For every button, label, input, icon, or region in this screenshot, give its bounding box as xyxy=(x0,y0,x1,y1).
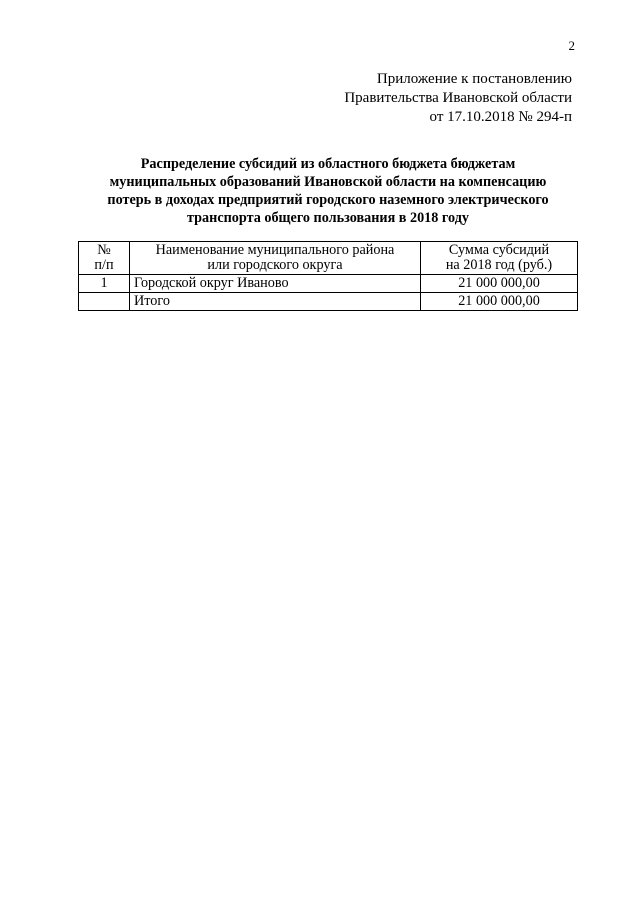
appendix-note xyxy=(344,70,572,127)
title-line: муниципальных образований Ивановской области на компенсацию xyxy=(109,174,547,190)
header-text: Сумма субсидий xyxy=(448,242,550,258)
subsidy-table xyxy=(78,241,578,311)
row-name: Итого xyxy=(130,293,421,311)
row-sum: 21 000 000,00 xyxy=(421,293,578,311)
header-number xyxy=(79,242,130,275)
header-text: или городского округа xyxy=(207,257,343,273)
row-number xyxy=(79,293,130,311)
appendix-line: от 17.10.2018 № 294-п xyxy=(429,109,572,125)
header-text: Наименование муниципального района xyxy=(155,242,395,258)
header-text: № xyxy=(97,242,111,258)
appendix-line: Приложение к постановлению xyxy=(376,71,572,87)
row-number: 1 xyxy=(79,275,130,293)
header-name xyxy=(130,242,421,275)
table-header-row xyxy=(79,242,578,275)
title-line: транспорта общего пользования в 2018 году xyxy=(187,210,469,226)
header-text: на 2018 год (руб.) xyxy=(445,257,553,273)
page-number: 2 xyxy=(568,38,575,53)
row-sum: 21 000 000,00 xyxy=(421,275,578,293)
header-text: п/п xyxy=(94,257,114,273)
title-line: Распределение субсидий из областного бюджета бюджетам xyxy=(140,156,516,172)
table-row xyxy=(79,275,578,293)
header-sum xyxy=(421,242,578,275)
document-title xyxy=(78,155,578,227)
row-name: Городской округ Иваново xyxy=(130,275,421,293)
title-line: потерь в доходах предприятий городского наземного электрического xyxy=(107,192,549,208)
appendix-line: Правительства Ивановской области xyxy=(344,90,572,106)
table-row-total xyxy=(79,293,578,311)
